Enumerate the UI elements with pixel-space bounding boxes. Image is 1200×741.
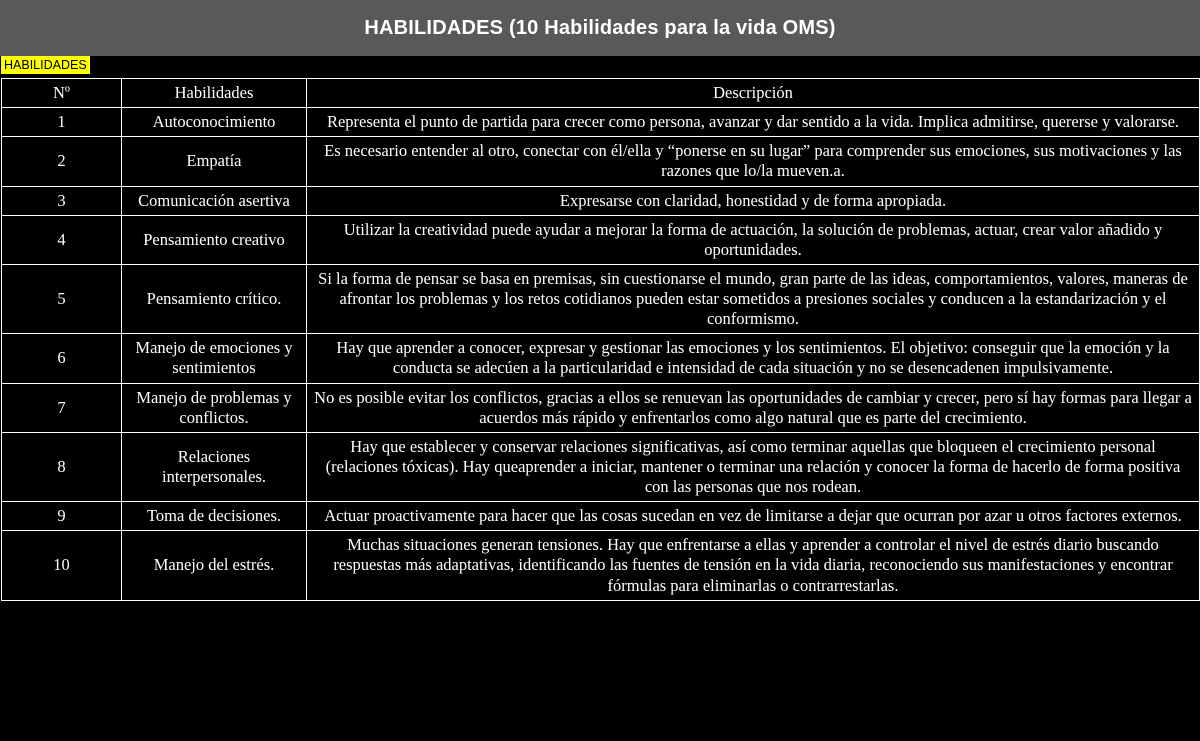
table-row — [2, 215, 1200, 264]
row-descripcion: Actuar proactivamente para hacer que las cosas sucedan en vez de limitarse a dejar que ocurran por azar u otros factores externos. — [307, 502, 1200, 531]
page-title: HABILIDADES (10 Habilidades para la vida OMS) — [364, 16, 836, 39]
table-row — [2, 334, 1200, 383]
row-num: 5 — [2, 264, 122, 333]
page-banner — [0, 0, 1200, 56]
row-num: 10 — [2, 531, 122, 600]
table-row — [2, 531, 1200, 600]
row-habilidad: Pensamiento crítico. — [122, 264, 307, 333]
table-row — [2, 432, 1200, 501]
row-num: 9 — [2, 502, 122, 531]
row-num: 7 — [2, 383, 122, 432]
row-habilidad: Manejo de problemas y conflictos. — [122, 383, 307, 432]
row-habilidad: Relaciones interpersonales. — [122, 432, 307, 501]
row-descripcion: Expresarse con claridad, honestidad y de forma apropiada. — [307, 186, 1200, 215]
row-habilidad: Comunicación asertiva — [122, 186, 307, 215]
row-num: 3 — [2, 186, 122, 215]
row-habilidad: Toma de decisiones. — [122, 502, 307, 531]
row-num: 4 — [2, 215, 122, 264]
row-descripcion: Hay que aprender a conocer, expresar y gestionar las emociones y los sentimientos. El objetivo: conseguir que la emoción y la conducta se adecúen a la particularidad e intensidad de cada situación y no se desencadenen impulsivamente. — [307, 334, 1200, 383]
column-header-habilidad: Habilidades — [122, 79, 307, 108]
row-num: 8 — [2, 432, 122, 501]
table-row — [2, 502, 1200, 531]
row-num: 2 — [2, 137, 122, 186]
table-row — [2, 108, 1200, 137]
column-header-num: Nº — [2, 79, 122, 108]
section-tag-row — [0, 56, 1200, 78]
row-descripcion: Hay que establecer y conservar relaciones significativas, así como terminar aquellas que bloqueen el crecimiento personal (relaciones tóxicas). Hay queaprender a iniciar, mantener o terminar una relación y conocer la forma de hacerlo de forma positiva con las personas que nos rodean. — [307, 432, 1200, 501]
column-header-descripcion: Descripción — [307, 79, 1200, 108]
row-descripcion: No es posible evitar los conflictos, gracias a ellos se renuevan las oportunidades de cambiar y crecer, pero sí hay formas para llegar a acuerdos más rápido y enfrentarlos como algo natural que es parte del crecimiento. — [307, 383, 1200, 432]
habilidades-tag: HABILIDADES — [1, 56, 90, 74]
table-row — [2, 264, 1200, 333]
row-descripcion: Representa el punto de partida para crecer como persona, avanzar y dar sentido a la vida. Implica admitirse, quererse y valorarse. — [307, 108, 1200, 137]
table-row — [2, 383, 1200, 432]
row-descripcion: Es necesario entender al otro, conectar con él/ella y “ponerse en su lugar” para comprender sus emociones, sus motivaciones y las razones que lo/la mueven.a. — [307, 137, 1200, 186]
table-row — [2, 137, 1200, 186]
row-habilidad: Manejo de emociones y sentimientos — [122, 334, 307, 383]
row-num: 1 — [2, 108, 122, 137]
row-habilidad: Pensamiento creativo — [122, 215, 307, 264]
row-habilidad: Manejo del estrés. — [122, 531, 307, 600]
row-descripcion: Muchas situaciones generan tensiones. Hay que enfrentarse a ellas y aprender a controlar el nivel de estrés diario buscando respuestas más adaptativas, identificando las fuentes de tensión en la vida diaria, reconociendo sus manifestaciones y encontrar fórmulas para eliminarlas o contrarrestarlas. — [307, 531, 1200, 600]
row-habilidad: Autoconocimiento — [122, 108, 307, 137]
habilidades-table — [1, 78, 1200, 601]
row-num: 6 — [2, 334, 122, 383]
row-descripcion: Utilizar la creatividad puede ayudar a mejorar la forma de actuación, la solución de problemas, actuar, crear valor añadido y oportunidades. — [307, 215, 1200, 264]
table-row — [2, 186, 1200, 215]
row-habilidad: Empatía — [122, 137, 307, 186]
row-descripcion: Si la forma de pensar se basa en premisas, sin cuestionarse el mundo, gran parte de las ideas, comportamientos, valores, maneras de afrontar los problemas y los retos cotidianos pueden estar sometidos a presiones sociales y conducen a la estandarización y el conformismo. — [307, 264, 1200, 333]
table-header-row — [2, 79, 1200, 108]
